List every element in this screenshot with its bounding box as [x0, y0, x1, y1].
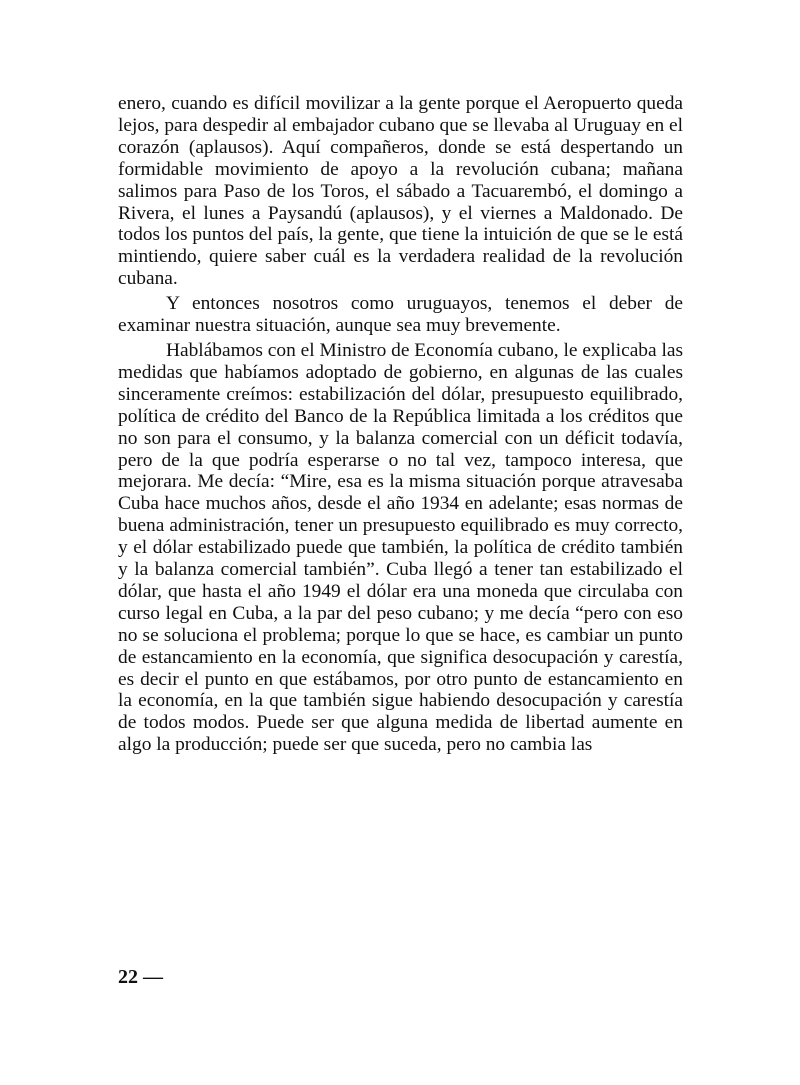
page-number: 22 — — [118, 966, 163, 988]
body-text — [118, 93, 683, 759]
paragraph-uruguayos: Y entonces nosotros como uruguayos, tenemos el deber de examinar nuestra situación, aunque sea muy brevemente. — [118, 293, 683, 337]
paragraph-ministro-economia: Hablábamos con el Ministro de Economía cubano, le explicaba las medidas que habíamos adoptado de gobierno, en algunas de las cuales sinceramente creímos: estabilización del dólar, presupuesto equilibrado, política de crédito del Banco de la República limitada a los créditos que no son para el consumo, y la balanza comercial con un déficit todavía, pero de la que podría esperarse o no tal vez, tampoco interesa, que mejorara. Me decía: “Mire, esa es la misma situación porque atravesaba Cuba hace muchos años, desde el año 1934 en adelante; esas normas de buena administración, tener un presupuesto equilibrado es muy correcto, y el dólar estabilizado puede que también, la política de crédito también y la balanza comercial también”. Cuba llegó a tener tan estabilizado el dólar, que hasta el año 1949 el dólar era una moneda que circulaba con curso legal en Cuba, a la par del peso cubano; y me decía “pero con eso no se soluciona el problema; porque lo que se hace, es cambiar un punto de estancamiento en la economía, que significa desocupación y carestía, es decir el punto en que estábamos, por otro punto de estancamiento en la economía, en la que también sigue habiendo desocupación y carestía de todos modos. Puede ser que alguna medida de libertad aumente en algo la producción; puede ser que suceda, pero no cambia las — [118, 339, 683, 756]
paragraph-continuation: enero, cuando es difícil movilizar a la gente porque el Aeropuerto queda lejos, para despedir al embajador cubano que se llevaba al Uruguay en el corazón (aplausos). Aquí compañeros, donde se está despertando un formidable movimiento de apoyo a la revolución cubana; mañana salimos para Paso de los Toros, el sábado a Tacuarembó, el domingo a Rivera, el lunes a Paysandú (aplausos), y el viernes a Maldonado. De todos los puntos del país, la gente, que tiene la intuición de que se le está mintiendo, quiere saber cuál es la verdadera realidad de la revolución cubana. — [118, 93, 683, 290]
